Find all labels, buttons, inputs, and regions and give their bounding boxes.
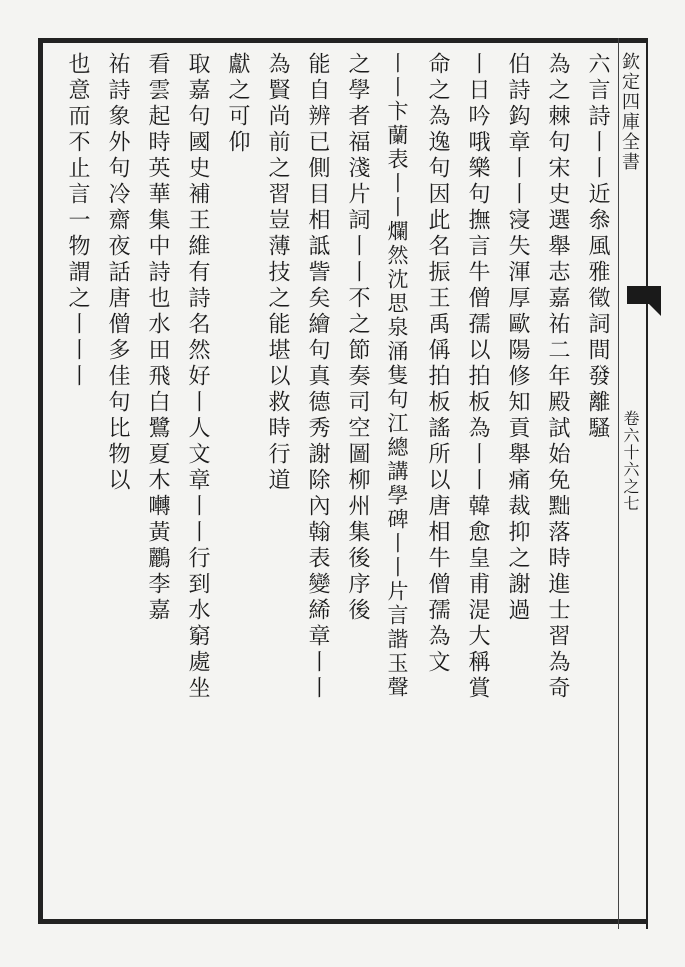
text-column: 祐詩象外句冷齋夜話唐僧多佳句比物以 [105, 52, 130, 494]
text-column: 伯詩鈎章丨丨寖失渾厚歐陽修知貢舉痛裁抑之謝過 [505, 52, 530, 624]
text-column: 之學者福淺片詞丨丨不之節奏司空圖柳州集後序後 [345, 52, 370, 624]
text-column: 為賢尚前之習豈薄技之能堪以救時行道 [265, 52, 290, 494]
text-column: 為之棘句宋史選舉志嘉祐二年殿試始免黜落時進士習為奇 [545, 52, 570, 702]
text-column: 也意而不止言一物謂之丨丨丨 [65, 52, 90, 390]
fish-tail-mark [627, 286, 661, 316]
text-columns [61, 52, 613, 892]
text-column: 命之為逸句因此名振王禹偁拍板謠所以唐相牛僧孺為文 [425, 52, 450, 676]
text-column: 看雲起時英華集中詩也水田飛白鷺夏木囀黃鸝李嘉 [145, 52, 170, 624]
book-title: 欽定四庫全書 [619, 52, 640, 172]
text-column: 六言詩丨丨近叅風雅徵詞間發離騷 [585, 52, 610, 442]
text-column: 丨日吟哦樂句撫言牛僧孺以拍板為丨丨韓愈皇甫湜大稱賞 [465, 52, 490, 702]
volume-label: 卷六十六之七 [621, 410, 640, 512]
text-column: 取嘉句國史補王維有詩名然好丨人文章丨丨行到水窮處坐 [185, 52, 210, 702]
text-column: 丨丨卞蘭表丨丨爛然沈思泉涌隻句江總講學碑丨丨片言諧玉聲 [385, 52, 409, 700]
text-column: 能自辨已側目相詆訾矣繪句真德秀謝除內翰表變絺章丨丨 [305, 52, 330, 702]
text-column: 獻之可仰 [225, 52, 250, 156]
